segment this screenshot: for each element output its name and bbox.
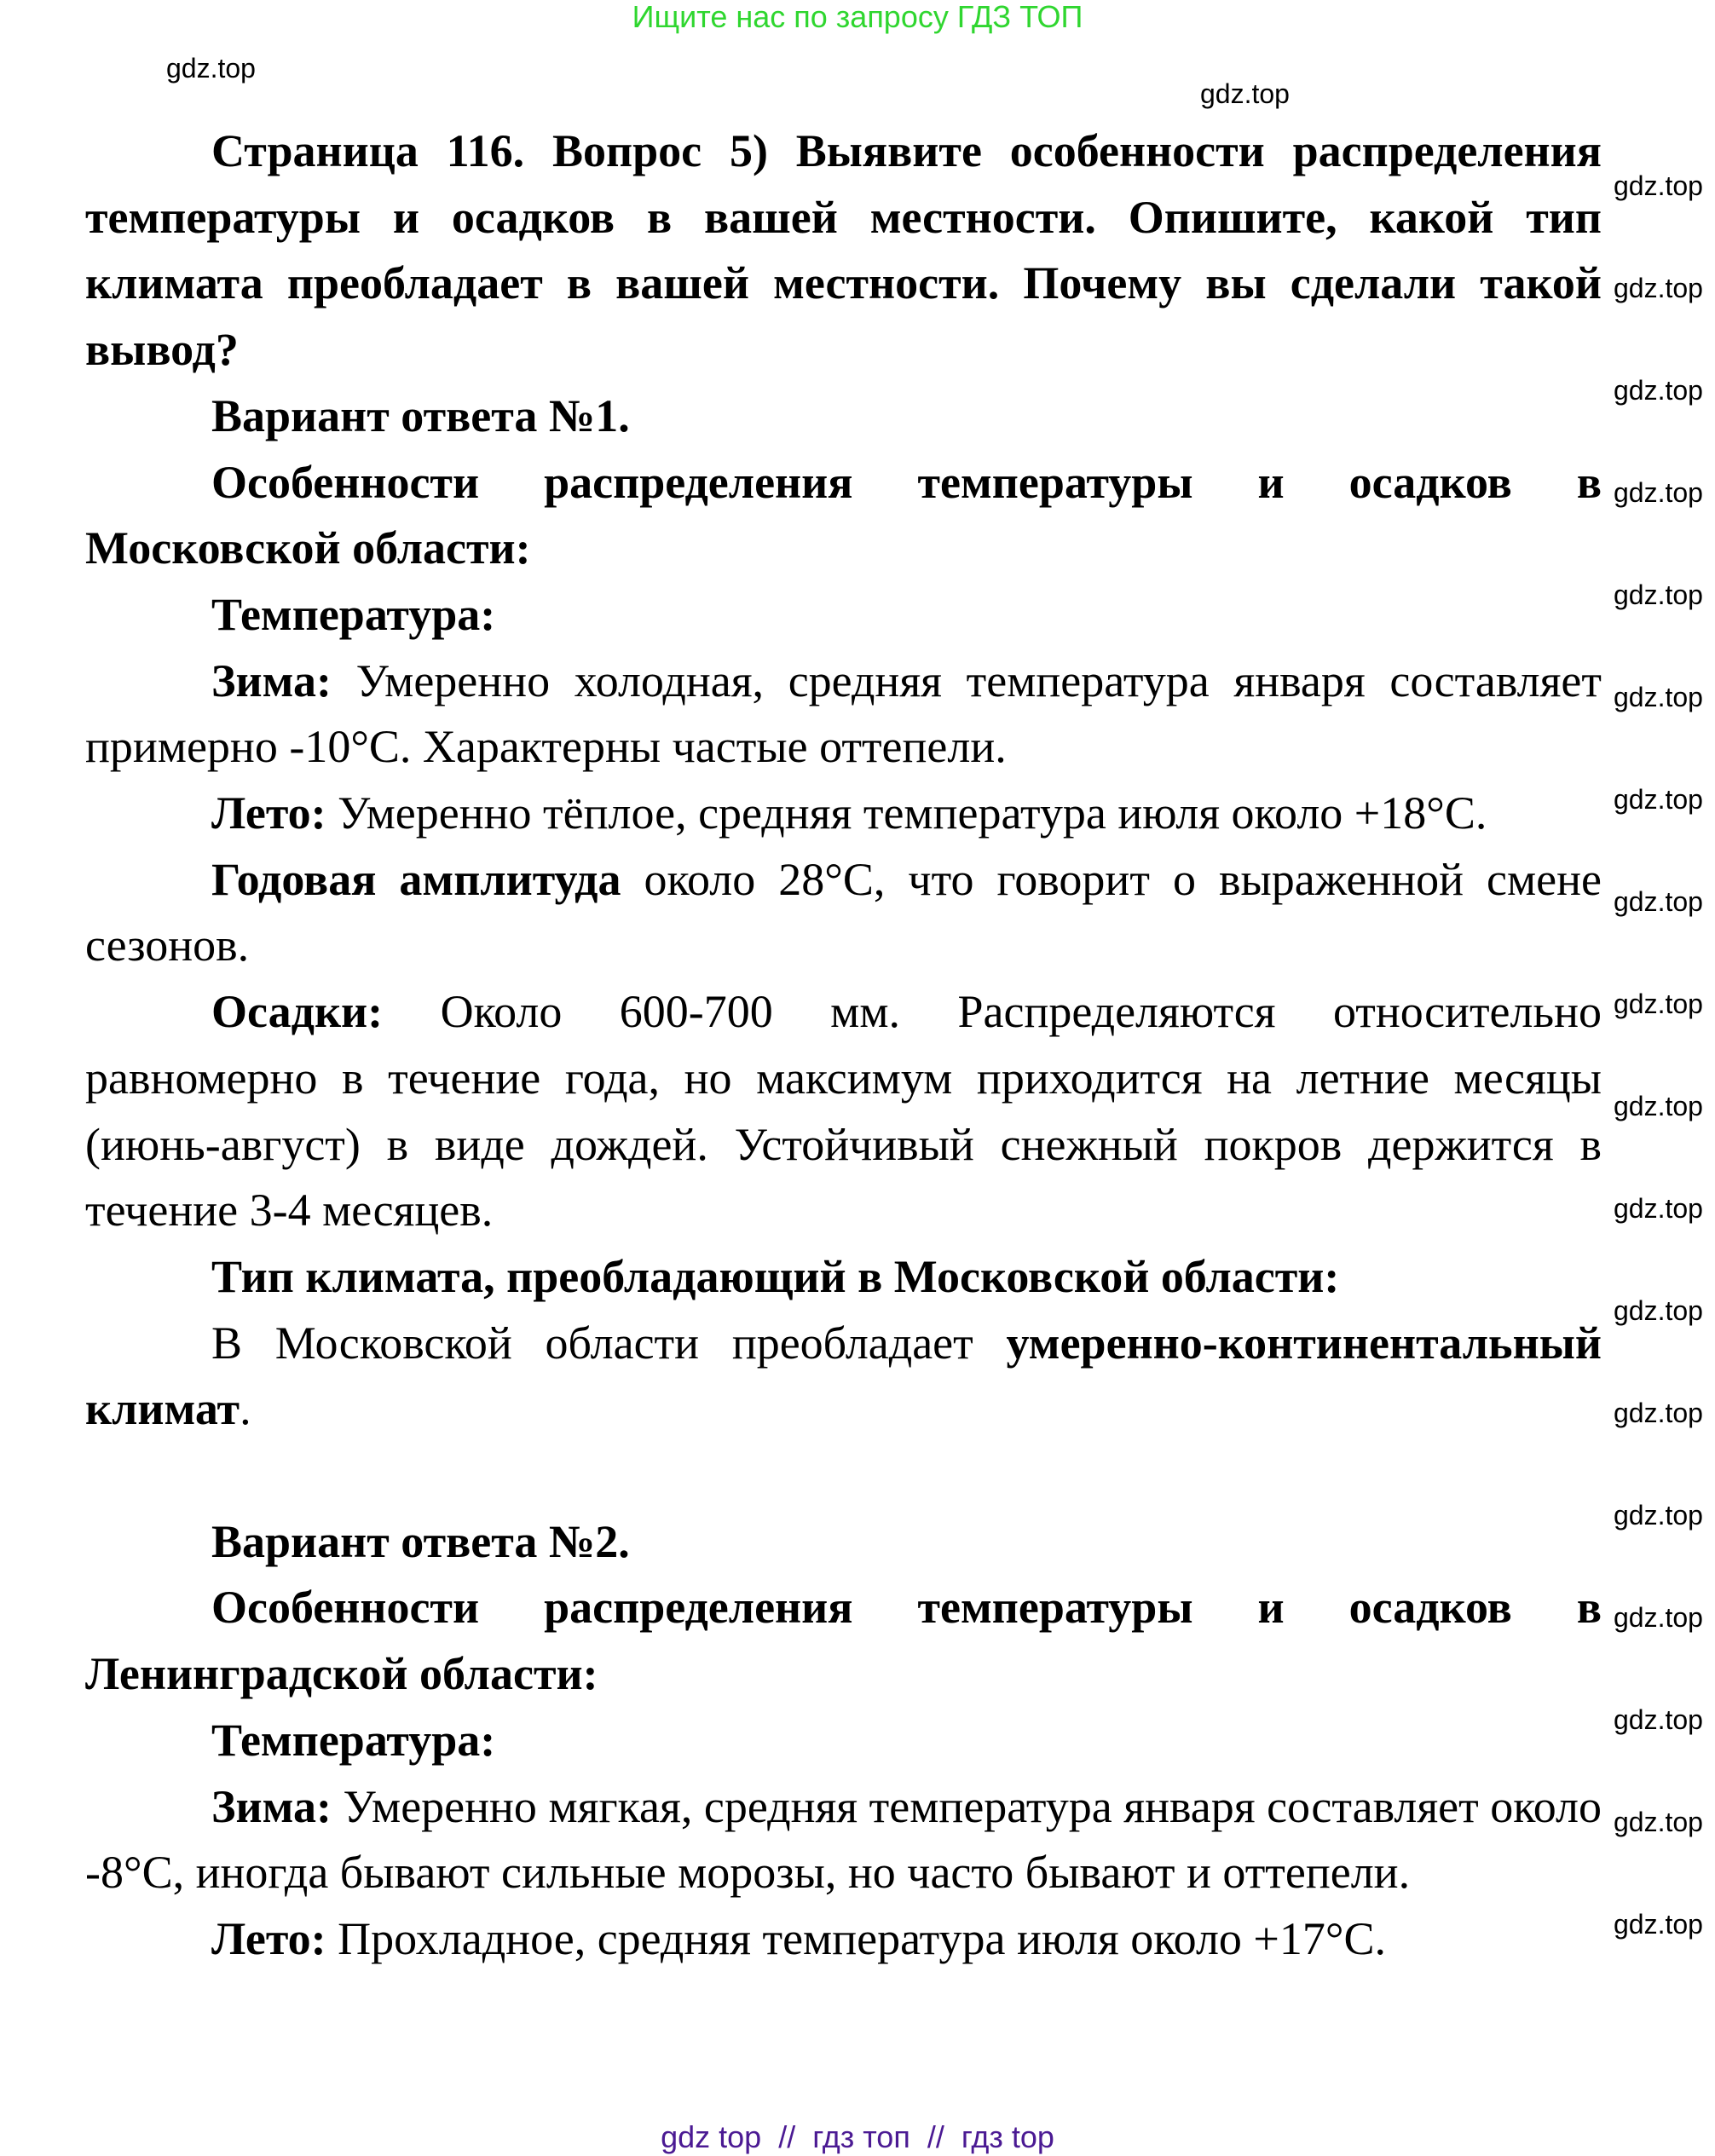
watermark: gdz.top	[1614, 1704, 1703, 1735]
variant2-summer	[85, 1906, 1602, 1973]
winter-label: Зима:	[211, 654, 332, 706]
watermark: gdz.top	[1614, 1807, 1703, 1837]
watermark: gdz.top	[1614, 886, 1703, 917]
climate-bold: умеренно-континентальный климат	[85, 1317, 1602, 1435]
variant1-summer	[85, 781, 1602, 847]
winter-text: Умеренно мягкая, средняя температура января составляет около -8°С, иногда бывают сильные морозы, но часто бывают и оттепели.	[85, 1780, 1602, 1899]
variant1-climate	[85, 1311, 1602, 1443]
watermark: gdz.top	[1614, 1602, 1703, 1633]
question-text: Страница 116. Вопрос 5) Выявите особенности распределения температуры и осадков в вашей местности. Опишите, какой тип климата преобладает в вашей местности. Почему вы сделали такой вывод?	[85, 125, 1602, 376]
watermark: gdz.top	[1614, 1398, 1703, 1428]
watermark: gdz.top	[1614, 1295, 1703, 1326]
variant2-winter	[85, 1774, 1602, 1906]
footer-links: gdz top // гдз топ // гдз top	[661, 2119, 1054, 2154]
document-body	[85, 118, 1602, 1973]
variant1-precip	[85, 979, 1602, 1244]
variant1-winter	[85, 649, 1602, 781]
climate-end: .	[240, 1383, 251, 1435]
summer-label: Лето:	[211, 787, 326, 839]
variant1-temp-heading: Температура:	[211, 588, 496, 640]
winter-text: Умеренно холодная, средняя температура января составляет примерно -10°С. Характерны частые оттепели.	[85, 654, 1602, 773]
watermark: gdz.top	[1614, 375, 1703, 406]
variant2-subheading: Особенности распределения температуры и осадков в Ленинградской области:	[85, 1582, 1602, 1700]
precip-label: Осадки:	[211, 986, 384, 1038]
watermark: gdz.top	[1614, 1909, 1703, 1940]
summer-label: Лето:	[211, 1912, 326, 1964]
amplitude-text: около 28°С, что говорит о выраженной смене сезонов.	[85, 853, 1602, 971]
watermark: gdz.top	[1614, 989, 1703, 1019]
watermark: gdz.top	[1614, 1193, 1703, 1224]
watermark: gdz.top	[1200, 78, 1290, 109]
precip-text: Около 600-700 мм. Распределяются относительно равномерно в течение года, но максимум приходится на летние месяцы (июнь-август) в виде дождей. Устойчивый снежный покров держится в течение 3-4 месяцев.	[85, 986, 1602, 1237]
climate-text: В Московской области преобладает	[211, 1317, 1007, 1369]
variant1-amplitude	[85, 847, 1602, 979]
watermark: gdz.top	[1614, 170, 1703, 201]
watermark: gdz.top	[166, 53, 256, 84]
watermark: gdz.top	[1614, 579, 1703, 610]
watermark: gdz.top	[1614, 477, 1703, 508]
winter-label: Зима:	[211, 1780, 332, 1832]
watermark: gdz.top	[1614, 273, 1703, 303]
watermark: gdz.top	[1614, 784, 1703, 815]
variant2-heading: Вариант ответа №2.	[211, 1515, 630, 1567]
spacer	[85, 1443, 1602, 1509]
variant1-subheading: Особенности распределения температуры и осадков в Московской области:	[85, 456, 1602, 574]
watermark: gdz.top	[1614, 682, 1703, 712]
watermark: gdz.top	[1614, 1500, 1703, 1531]
watermark: gdz.top	[1614, 1091, 1703, 1121]
amplitude-label: Годовая амплитуда	[211, 853, 621, 905]
summer-text: Прохладное, средняя температура июля около +17°С.	[326, 1912, 1386, 1964]
variant2-temp-heading: Температура:	[211, 1714, 496, 1766]
summer-text: Умеренно тёплое, средняя температура июля около +18°С.	[326, 787, 1487, 839]
variant1-heading: Вариант ответа №1.	[211, 389, 630, 441]
search-banner: Ищите нас по запросу ГДЗ ТОП	[632, 0, 1083, 34]
variant1-climate-heading: Тип климата, преобладающий в Московской области:	[211, 1250, 1340, 1302]
